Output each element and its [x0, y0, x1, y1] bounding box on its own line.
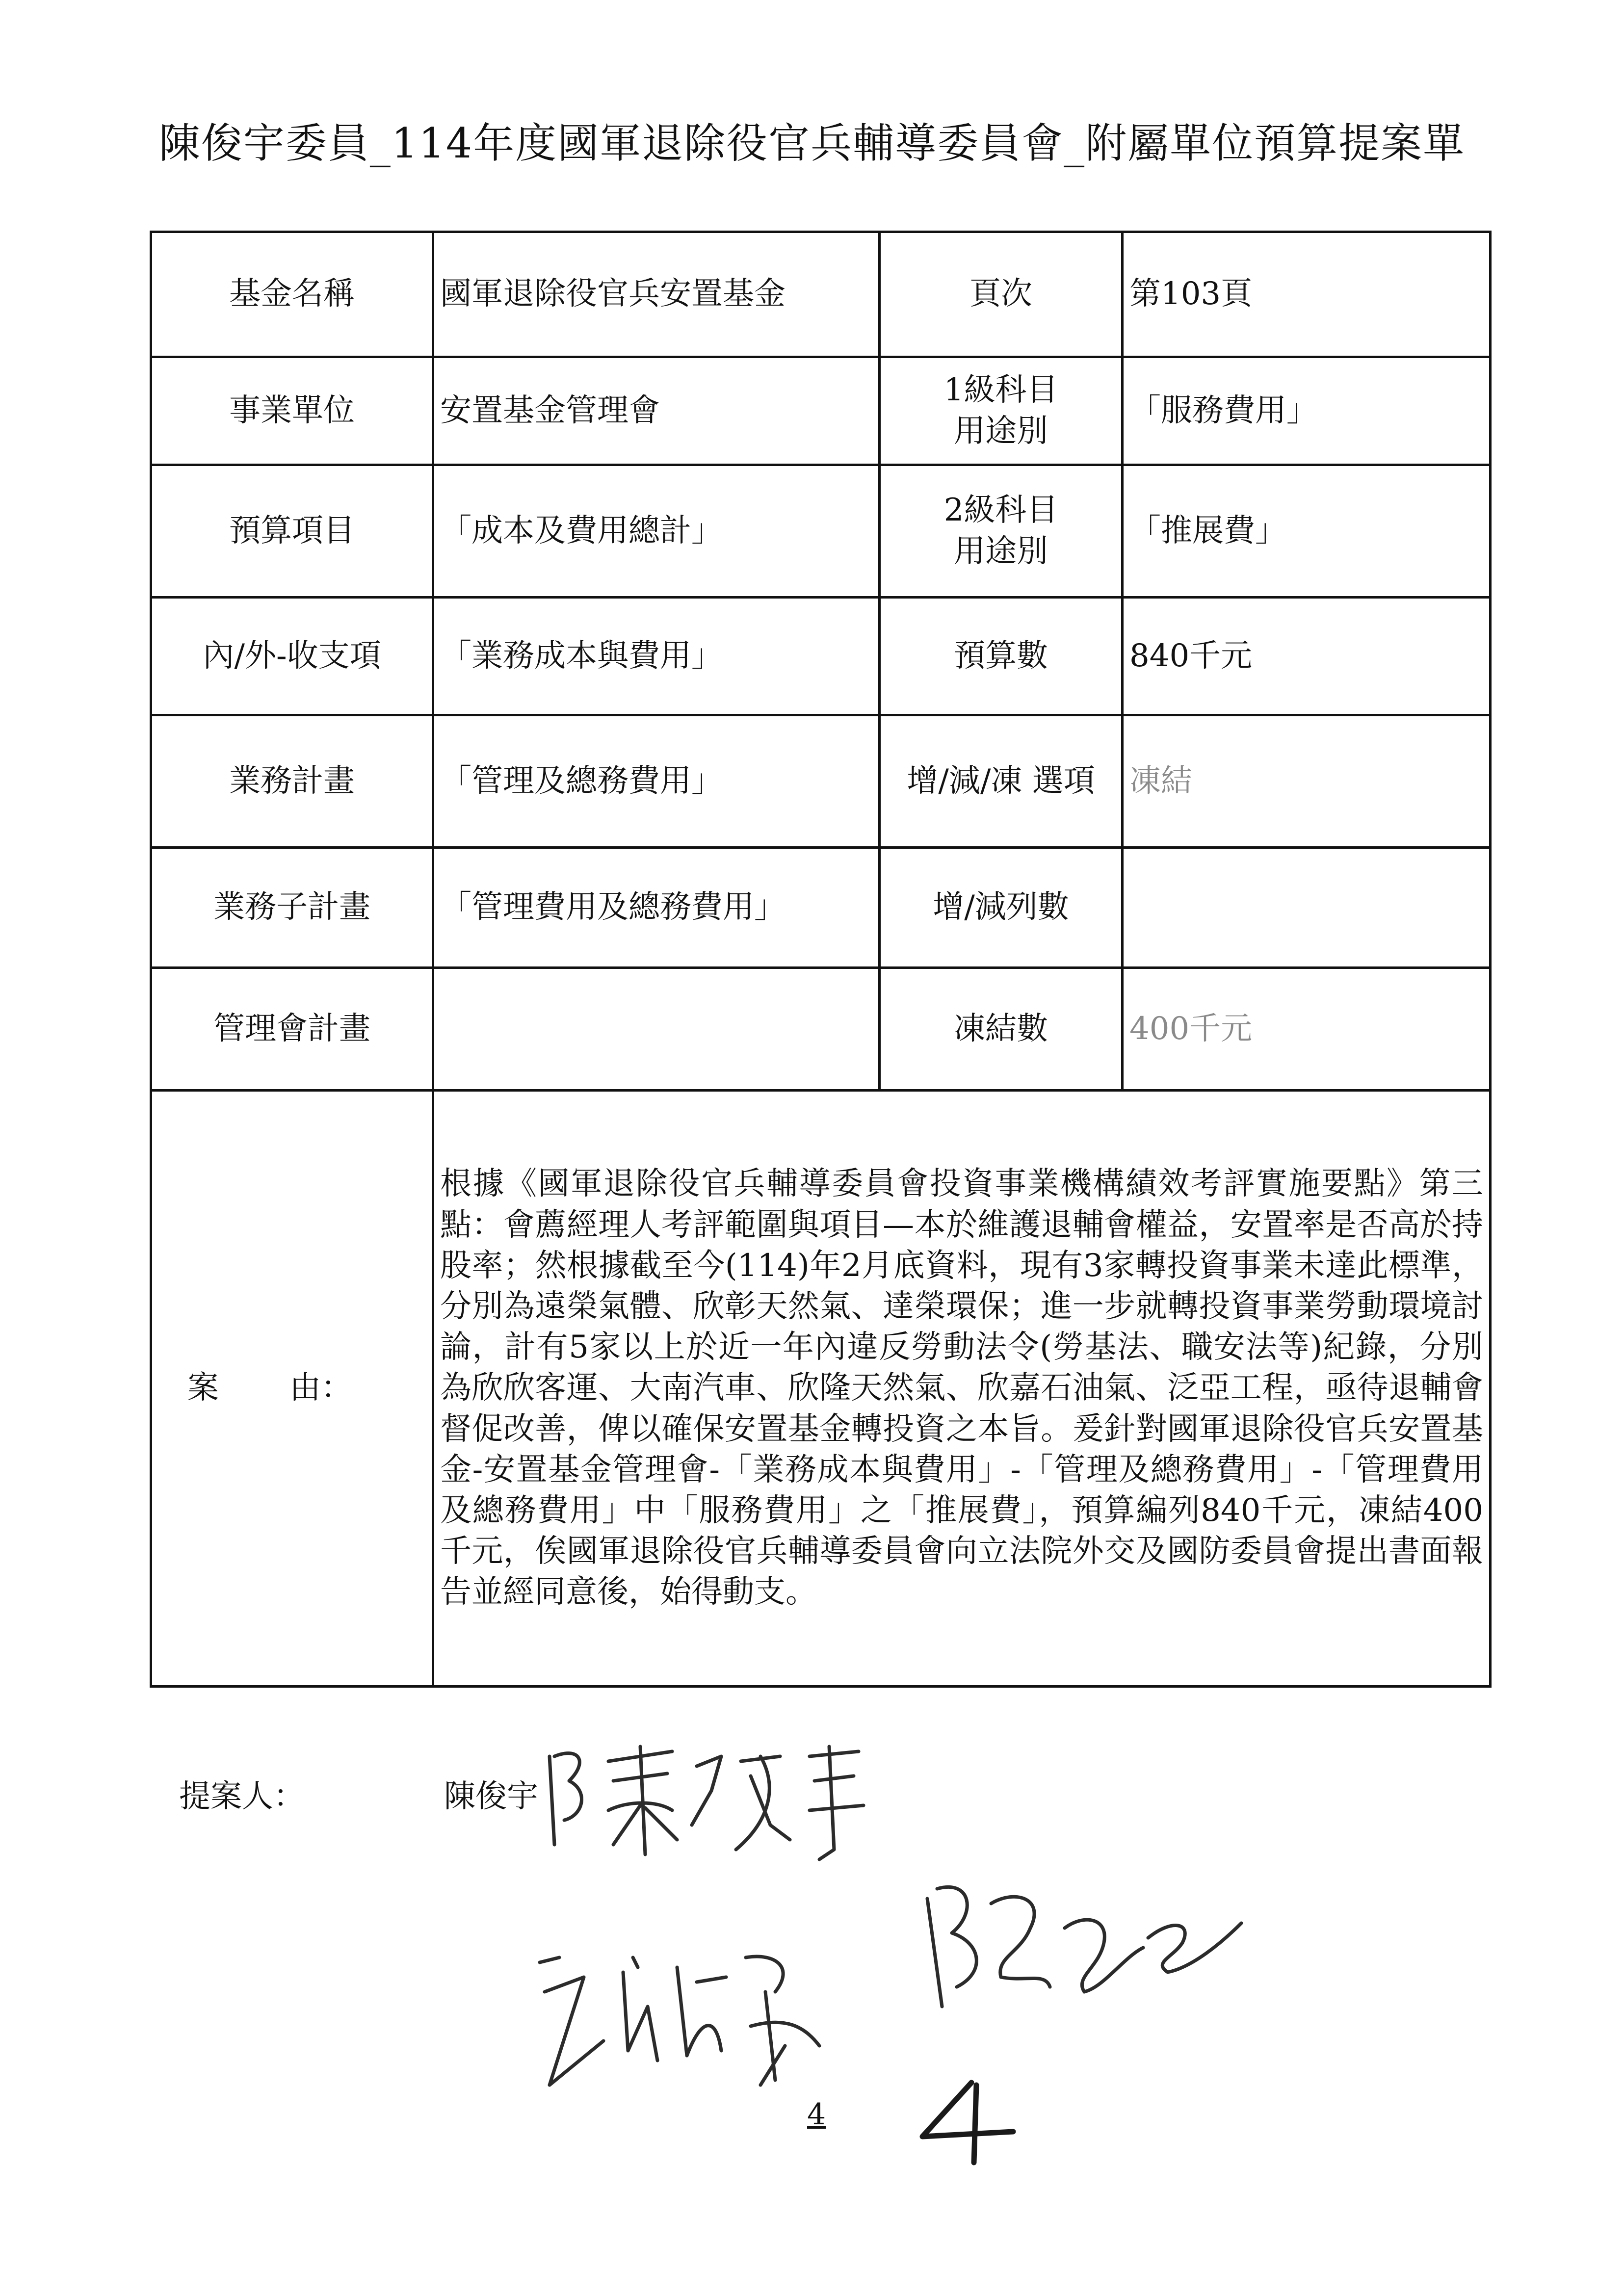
adjustment-option-value: 凍結 [1123, 715, 1491, 848]
table-row [151, 232, 1491, 357]
table-row [151, 598, 1491, 715]
business-plan-value: 「管理及總務費用」 [433, 715, 880, 848]
adjustment-option-label: 增/減/凍 選項 [880, 715, 1123, 848]
signature-chen [535, 1727, 878, 1869]
management-plan-label: 管理會計畫 [151, 968, 433, 1091]
proposal-form-table [150, 231, 1492, 1688]
business-unit-label: 事業單位 [151, 357, 433, 465]
table-row [151, 1091, 1491, 1687]
signature-second [530, 1938, 849, 2100]
level2-item-value: 「推展費」 [1123, 465, 1491, 598]
frozen-amount-label: 凍結數 [880, 968, 1123, 1091]
level1-item-label-line2: 用途別 [954, 413, 1048, 449]
frozen-amount-value: 400千元 [1123, 968, 1491, 1091]
level2-item-label-line1: 2級科目 [943, 492, 1058, 529]
level1-item-label [880, 357, 1123, 465]
adjustment-amount-value [1123, 848, 1491, 968]
reason-label [151, 1091, 433, 1687]
budget-item-label: 預算項目 [151, 465, 433, 598]
page-ref-label: 頁次 [880, 232, 1123, 357]
table-row [151, 968, 1491, 1091]
table-row [151, 715, 1491, 848]
management-plan-value [433, 968, 880, 1091]
reason-label-suffix: 由： [289, 1370, 352, 1407]
sub-plan-label: 業務子計畫 [151, 848, 433, 968]
table-row [151, 465, 1491, 598]
level1-item-label-line1: 1級科目 [943, 372, 1058, 409]
proposer-name: 陳俊宇 [444, 1778, 538, 1815]
fund-name-label: 基金名稱 [151, 232, 433, 357]
adjustment-amount-label: 增/減列數 [880, 848, 1123, 968]
document-title: 陳俊宇委員_114年度國軍退除役官兵輔導委員會_附屬單位預算提案單 [158, 119, 1466, 167]
proposer-label: 提案人： [179, 1778, 305, 1815]
fund-name-value: 國軍退除役官兵安置基金 [433, 232, 880, 357]
page-number: 4 [807, 2097, 826, 2132]
handwritten-page-number [913, 2075, 1025, 2168]
business-plan-label: 業務計畫 [151, 715, 433, 848]
reason-text: 根據《國軍退除役官兵輔導委員會投資事業機構績效考評實施要點》第三點：會薦經理人考評範圍與項目—本於維護退輔會權益，安置率是否高於持股率；然根據截至今(114)年2月底資料，現有3家轉投資事業未達此標準，分別為遠榮氣體、欣彰天然氣、達榮環保；進一步就轉投資事業勞動環境討論，計有5家以上於近一年內違反勞動法令(勞基法、職安法等)紀錄，分別為欣欣客運、大南汽車、欣隆天然氣、欣嘉石油氣、泛亞工程，亟待退輔會督促改善，俾以確保安置基金轉投資之本旨。爰針對國軍退除役官兵安置基金-安置基金管理會-「業務成本與費用」-「管理及總務費用」-「管理費用及總務費用」中「服務費用」之「推展費」，預算編列840千元，凍結400千元，俟國軍退除役官兵輔導委員會向立法院外交及國防委員會提出書面報告並經同意後，始得動支。 [433, 1091, 1491, 1687]
table-row [151, 848, 1491, 968]
budget-amount-value: 840千元 [1123, 598, 1491, 715]
level2-item-label [880, 465, 1123, 598]
sub-plan-value: 「管理費用及總務費用」 [433, 848, 880, 968]
income-expense-label: 內/外-收支項 [151, 598, 433, 715]
business-unit-value: 安置基金管理會 [433, 357, 880, 465]
page-ref-value: 第103頁 [1123, 232, 1491, 357]
level1-item-value: 「服務費用」 [1123, 357, 1491, 465]
signature-third [917, 1859, 1251, 2026]
reason-label-char: 案 [187, 1370, 219, 1407]
table-row [151, 357, 1491, 465]
level2-item-label-line2: 用途別 [954, 533, 1048, 570]
budget-item-value: 「成本及費用總計」 [433, 465, 880, 598]
budget-amount-label: 預算數 [880, 598, 1123, 715]
income-expense-value: 「業務成本與費用」 [433, 598, 880, 715]
